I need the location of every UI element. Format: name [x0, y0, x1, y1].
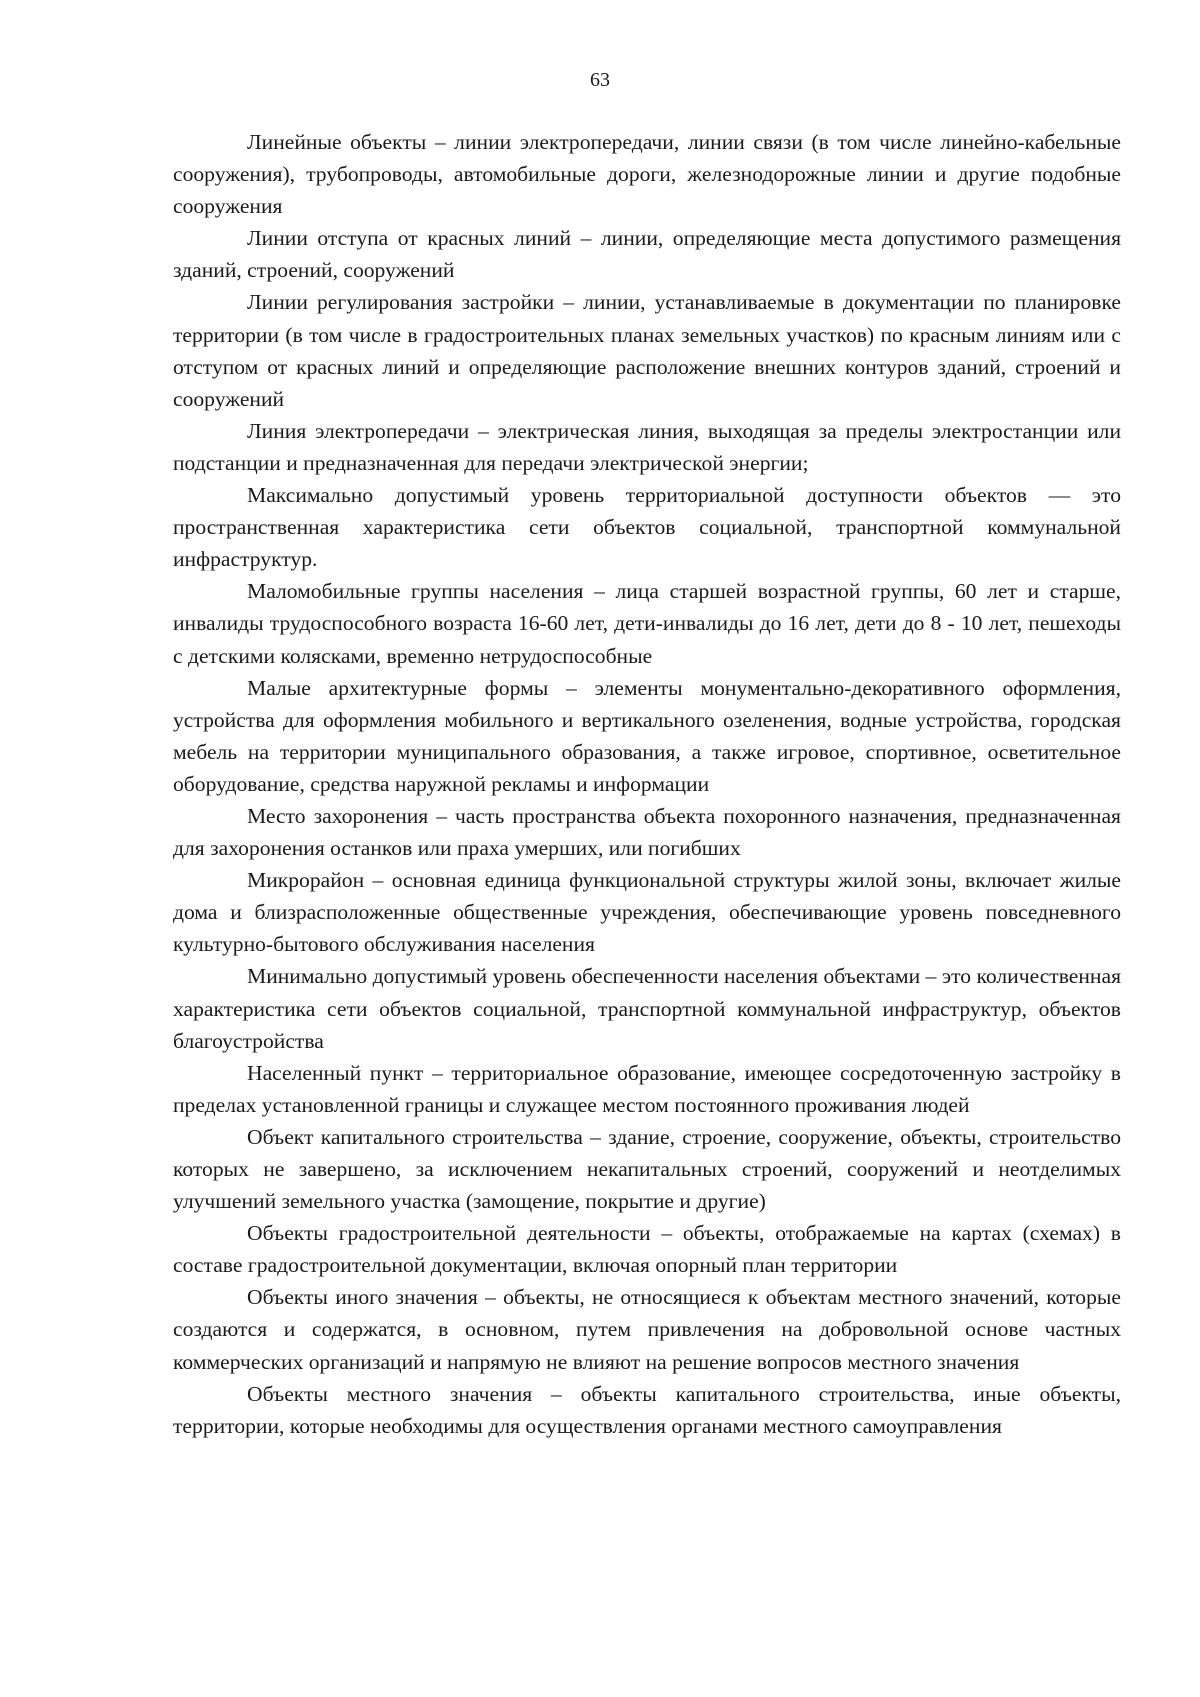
- definition-paragraph: Малые архитектурные формы – элементы монументально-декоративного оформления, устройства для оформления мобильного и вертикального озеленения, водные устройства, городская мебель на территории муниципального образования, а также игровое, спортивное, осветительное оборудование, средства наружной рекламы и информации: [173, 675, 1121, 796]
- definition-paragraph: Объект капитального строительства – здание, строение, сооружение, объекты, строительство которых не завершено, за исключением некапитальных строений, сооружений и неотделимых улучшений земельного участка (замощение, покрытие и другие): [173, 1124, 1121, 1214]
- definition-paragraph: Объекты местного значения – объекты капитального строительства, иные объекты, территории, которые необходимы для осуществления органами местного самоуправления: [173, 1381, 1121, 1438]
- definition-paragraph: Минимально допустимый уровень обеспеченности населения объектами – это количественная характеристика сети объектов социальной, транспортной коммунальной инфраструктур, объектов благоустройства: [173, 964, 1121, 1053]
- definition-paragraph: Объекты иного значения – объекты, не относящиеся к объектам местного значений, которые создаются и содержатся, в основном, путем привлечения на добровольной основе частных коммерческих организаций и напрямую не влияют на решение вопросов местного значения: [173, 1285, 1121, 1374]
- definition-paragraph: Линии регулирования застройки – линии, устанавливаемые в документации по планировке территории (в том числе в градостроительных планах земельных участков) по красным линиям или с отступом от красных линий и определяющие расположение внешних контуров зданий, строений и сооружений: [173, 290, 1121, 411]
- definition-paragraph: Населенный пункт – территориальное образование, имеющее сосредоточенную застройку в пределах установленной границы и служащее местом постоянного проживания людей: [173, 1060, 1121, 1117]
- document-body: [173, 126, 1121, 1442]
- definition-paragraph: Максимально допустимый уровень территориальной доступности объектов — это пространственная характеристика сети объектов социальной, транспортной коммунальной инфраструктур.: [173, 483, 1121, 572]
- definition-paragraph: Объекты градостроительной деятельности – объекты, отображаемые на картах (схемах) в составе градостроительной документации, включая опорный план территории: [173, 1221, 1121, 1278]
- definition-paragraph: Линия электропередачи – электрическая линия, выходящая за пределы электростанции или подстанции и предназначенная для передачи электрической энергии;: [173, 418, 1121, 475]
- definition-paragraph: Место захоронения – часть пространства объекта похоронного назначения, предназначенная для захоронения останков или праха умерших, или погибших: [173, 803, 1121, 861]
- page-number: 63: [590, 69, 610, 91]
- definition-paragraph: Линейные объекты – линии электропередачи, линии связи (в том числе линейно-кабельные сооружения), трубопроводы, автомобильные дороги, железнодорожные линии и другие подобные сооружения: [173, 130, 1121, 219]
- definition-paragraph: Линии отступа от красных линий – линии, определяющие места допустимого размещения зданий, строений, сооружений: [173, 226, 1121, 283]
- definition-paragraph: Микрорайон – основная единица функциональной структуры жилой зоны, включает жилые дома и близрасположенные общественные учреждения, обеспечивающие уровень повседневного культурно-бытового обслуживания населения: [173, 868, 1121, 957]
- definition-paragraph: Маломобильные группы населения – лица старшей возрастной группы, 60 лет и старше, инвалиды трудоспособного возраста 16-60 лет, дети-инвалиды до 16 лет, дети до 8 - 10 лет, пешеходы с детскими колясками, временно нетрудоспособные: [173, 579, 1121, 668]
